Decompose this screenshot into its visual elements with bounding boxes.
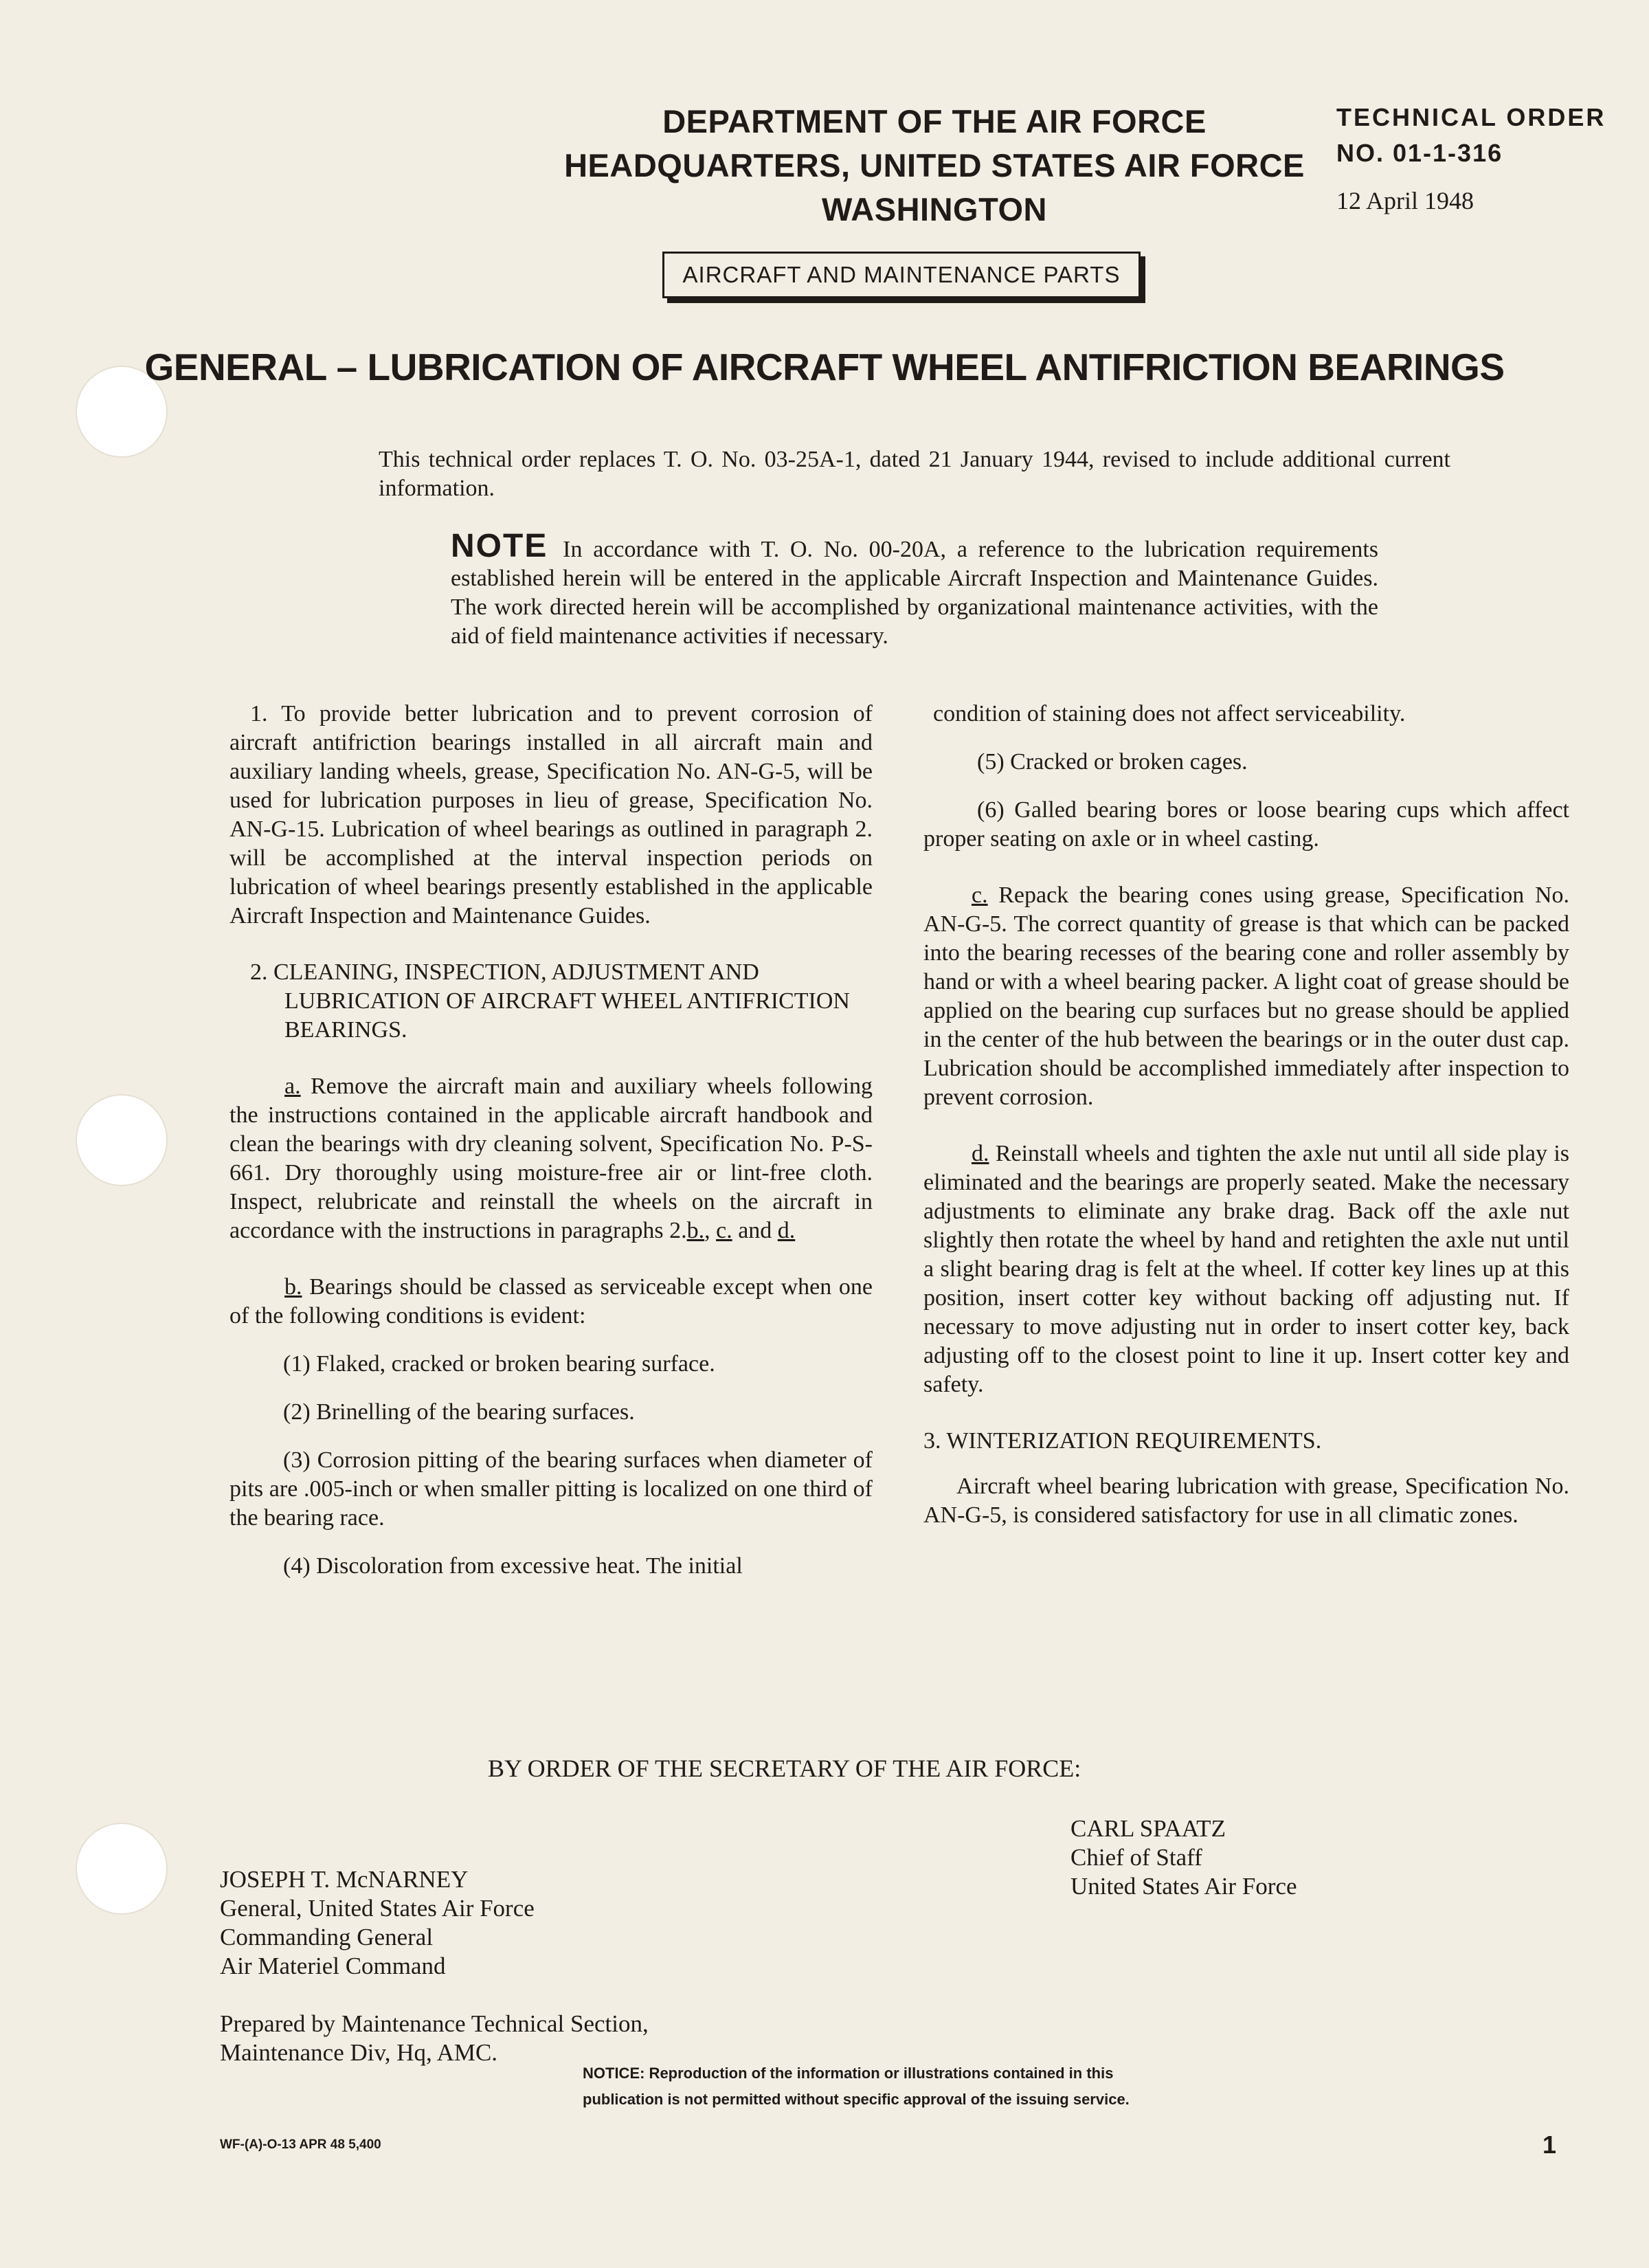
department-line-1: DEPARTMENT OF THE AIR FORCE	[662, 103, 1207, 140]
condition-5: (5) Cracked or broken cages.	[977, 749, 1248, 775]
subpara-d-letter: d.	[972, 1141, 989, 1166]
prepared-by-line-2: Maintenance Div, Hq, AMC.	[220, 2039, 498, 2066]
punch-hole-middle	[76, 1094, 168, 1186]
condition-3: (3) Corrosion pitting of the bearing surfaces when diameter of pits are .005-inch or when smaller pitting is localized on one third of the bearing race.	[229, 1447, 873, 1531]
note-label: NOTE	[451, 528, 548, 564]
department-line-3: WASHINGTON	[822, 191, 1047, 227]
paragraph-2b	[229, 1273, 873, 1331]
condition-4-continued: condition of staining does not affect serviceability.	[933, 701, 1406, 726]
paragraph-2c	[923, 881, 1569, 1112]
signer-right-org: United States Air Force	[1070, 1873, 1297, 1900]
prepared-by	[220, 2010, 838, 2067]
technical-order-block	[1336, 100, 1625, 215]
notice-line-1: NOTICE: Reproduction of the information or illustrations contained in this	[583, 2065, 1114, 2082]
page-number: 1	[1543, 2131, 1557, 2159]
signer-left-name: JOSEPH T. McNARNEY	[220, 1866, 469, 1893]
ref-d: d.	[777, 1218, 796, 1243]
condition-list-left	[229, 1350, 873, 1581]
issue-date: 12 April 1948	[1336, 187, 1474, 214]
paragraph-2d	[923, 1139, 1569, 1399]
notice-line-2: publication is not permitted without specific approval of the issuing service.	[583, 2091, 1130, 2108]
intro-paragraph: This technical order replaces T. O. No. 03-25A-1, dated 21 January 1944, revised to include additional current information.	[379, 447, 1450, 501]
ref-b: b.	[686, 1218, 705, 1243]
prepared-by-line-1: Prepared by Maintenance Technical Section,	[220, 2010, 649, 2037]
department-line-2: HEADQUARTERS, UNITED STATES AIR FORCE	[564, 147, 1305, 184]
ref-and: and	[732, 1218, 778, 1243]
technical-order-label: TECHNICAL ORDER	[1336, 103, 1606, 131]
condition-4: (4) Discoloration from excessive heat. The initial	[283, 1553, 743, 1579]
signer-right-name: CARL SPAATZ	[1070, 1815, 1226, 1842]
footer-print-code: WF-(A)-O-13 APR 48 5,400	[220, 2137, 381, 2152]
signer-left	[220, 1865, 838, 1981]
subpara-d-text: Reinstall wheels and tighten the axle nut until all side play is eliminated and the bearings are properly seated. Make the necessary adjustments to eliminate any brake drag. Back off the axle nut slightly then rotate the wheel by hand and retighten the axle nut until a slight bearing drag is felt at the wheel. If cotter key lines up at this position, insert cotter key without backing off adjusting nut. If necessary to move adjusting nut in order to insert cotter key, back adjusting off to the closest point to line it up. Insert cotter key and safety.	[923, 1141, 1570, 1397]
left-column	[229, 700, 873, 1581]
paragraph-1: 1. To provide better lubrication and to prevent corrosion of aircraft antifriction bearings installed in all aircraft main and auxiliary landing wheels, grease, Specification No. AN-G-5, will be used for lubrication purposes in lieu of grease, Specification No. AN-G-15. Lubrication of wheel bearings as outlined in paragraph 2. will be accomplished at the interval inspection periods on lubrication of wheel bearings presently established in the applicable Aircraft Inspection and Maintenance Guides.	[229, 701, 873, 929]
section-2-heading: 2. CLEANING, INSPECTION, ADJUSTMENT AND LUBRICATION OF AIRCRAFT WHEEL ANTIFRICTION BEARINGS.	[250, 959, 850, 1043]
document-title: GENERAL – LUBRICATION OF AIRCRAFT WHEEL ANTIFRICTION BEARINGS	[144, 346, 1505, 388]
punch-hole-bottom	[76, 1823, 168, 1915]
order-line: BY ORDER OF THE SECRETARY OF THE AIR FORCE:	[488, 1755, 1081, 1782]
signer-left-position: Commanding General	[220, 1924, 434, 1950]
note-block	[451, 528, 1378, 651]
paragraph-2a: a. Remove the aircraft main and auxiliary wheels following the instructions contained in the applicable aircraft handbook and clean the bearings with dry cleaning solvent, Specification No. P-S-661. Dry thoroughly using moisture-free air or lint-free cloth. Inspect, relubricate and reinstall the wheels on the aircraft in accordance with the instructions in paragraphs 2.b., c. and d.	[229, 1074, 873, 1243]
subpara-c-text: Repack the bearing cones using grease, Specification No. AN-G-5. The correct quantity of grease is that which can be packed into the bearing recesses of the bearing cone and roller assembly by hand or with a wheel bearing packer. A light coat of grease should be applied on the bearing cup surfaces but no grease should be applied in the center of the hub between the bearings or in the outer dust cap. Lubrication should be accomplished immediately after inspection to prevent corrosion.	[923, 882, 1569, 1110]
department-header	[522, 100, 1347, 232]
ref-c: c.	[716, 1218, 732, 1243]
condition-1: (1) Flaked, cracked or broken bearing surface.	[283, 1351, 715, 1377]
subpara-a-text: Remove the aircraft main and auxiliary wheels following the instructions contained in the applicable aircraft handbook and clean the bearings with dry cleaning solvent, Specification No. P-S-661. Dry thoroughly using moisture-free air or lint-free cloth. Inspect, relubricate and reinstall the wheels on the aircraft in accordance with the instructions in paragraphs 2.	[229, 1074, 873, 1243]
signer-left-title: General, United States Air Force	[220, 1895, 535, 1922]
paragraph-3: Aircraft wheel bearing lubrication with grease, Specification No. AN-G-5, is considered satisfactory for use in all climatic zones.	[923, 1474, 1569, 1528]
condition-6: (6) Galled bearing bores or loose bearing cups which affect proper seating on axle or in wheel casting.	[923, 797, 1569, 852]
section-3-heading: 3. WINTERIZATION REQUIREMENTS.	[923, 1428, 1322, 1454]
signer-right-title: Chief of Staff	[1070, 1844, 1202, 1871]
category-box: AIRCRAFT AND MAINTENANCE PARTS	[662, 252, 1141, 298]
subpara-c-letter: c.	[972, 882, 988, 908]
subpara-b-letter: b.	[284, 1274, 302, 1300]
notice	[583, 2060, 1270, 2113]
technical-order-number: NO. 01-1-316	[1336, 139, 1503, 167]
right-column	[923, 700, 1569, 1530]
signer-right	[1070, 1814, 1551, 1901]
note-text: In accordance with T. O. No. 00-20A, a reference to the lubrication requirements established herein will be entered in the applicable Aircraft Inspection and Maintenance Guides. The work directed herein will be accomplished by organizational maintenance activities, with the aid of field maintenance activities if necessary.	[451, 537, 1378, 649]
signer-left-org: Air Materiel Command	[220, 1953, 446, 1979]
condition-2: (2) Brinelling of the bearing surfaces.	[283, 1399, 635, 1425]
subpara-a-letter: a.	[284, 1074, 301, 1099]
subpara-b-text: Bearings should be classed as serviceable except when one of the following conditions is evident:	[229, 1274, 873, 1328]
